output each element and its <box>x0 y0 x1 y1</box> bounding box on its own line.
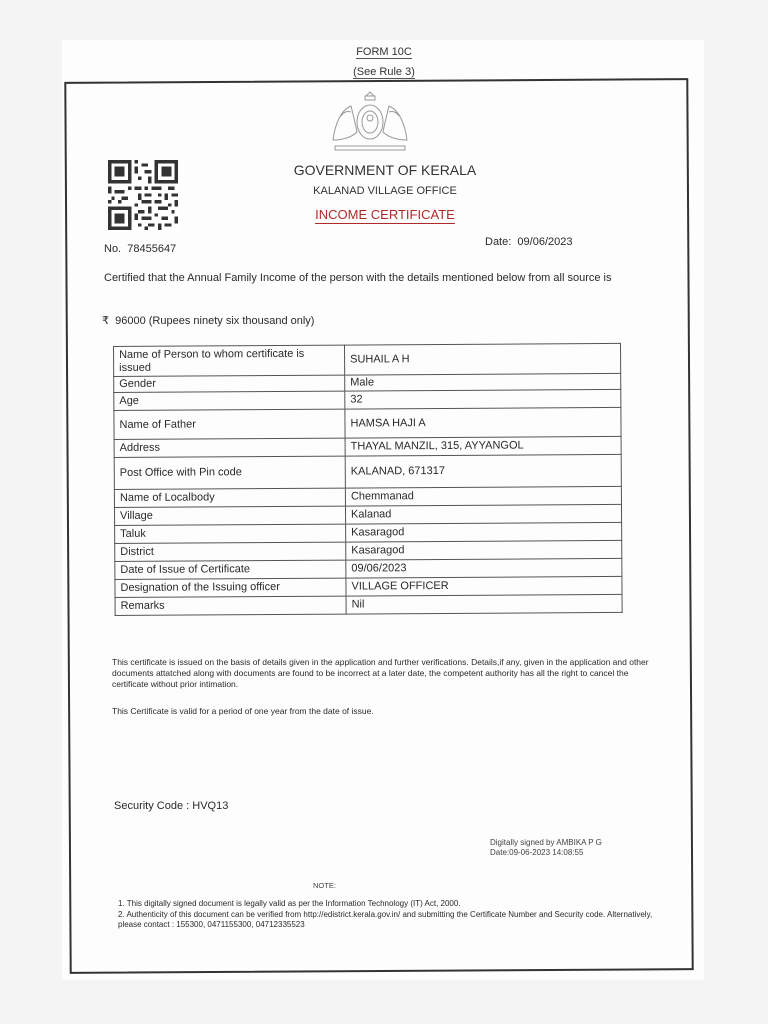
details-row <box>114 407 621 439</box>
details-value: VILLAGE OFFICER <box>346 576 622 596</box>
details-value: HAMSA HAJI A <box>345 407 621 438</box>
details-value: 32 <box>345 389 621 409</box>
security-code: Security Code : HVQ13 <box>114 800 229 812</box>
details-value: Male <box>345 373 621 391</box>
details-row <box>114 454 621 489</box>
certificate-number: No. 78455647 <box>104 243 177 255</box>
security-code-value: HVQ13 <box>192 800 229 812</box>
details-label: Remarks <box>115 596 346 615</box>
note-item: 1. This digitally signed document is legally valid as per the Information Technology (IT) Act, 2000. <box>118 899 461 908</box>
income-amount <box>102 314 314 327</box>
details-label: Age <box>114 391 345 410</box>
details-value: SUHAIL A H <box>344 343 620 375</box>
basis-paragraph: This certificate is issued on the basis of details given in the application and further verifications. Details,if any, given in the application and other documents attatched along with documents are found to be incorrect at a later date, the competent authority has all the right to cancel the certificate without prior intimation. <box>112 657 649 689</box>
digital-signature <box>490 838 602 858</box>
validity-statement: This Certificate is valid for a period of one year from the date of issue. <box>112 706 374 716</box>
details-label: Name of Father <box>114 409 345 439</box>
details-label: Post Office with Pin code <box>114 456 345 489</box>
certification-statement: Certified that the Annual Family Income of the person with the details mentioned below from all source is <box>104 272 612 284</box>
details-label: Gender <box>114 375 345 392</box>
details-value: THAYAL MANZIL, 315, AYYANGOL <box>345 436 621 456</box>
form-label: FORM 10C <box>356 46 412 58</box>
certificate-number-value: 78455647 <box>127 243 177 255</box>
details-value: Kalanad <box>345 504 621 524</box>
details-label: Date of Issue of Certificate <box>115 560 346 579</box>
details-label: Village <box>114 506 345 525</box>
kerala-emblem-icon <box>325 88 415 154</box>
details-label: District <box>115 542 346 561</box>
details-row <box>114 343 621 376</box>
qr-code-icon <box>108 160 178 230</box>
signed-date: Date:09-06-2023 14:08:55 <box>490 848 584 857</box>
details-table <box>113 343 623 616</box>
office-name: KALANAD VILLAGE OFFICE <box>313 185 457 197</box>
certificate-title: INCOME CERTIFICATE <box>315 207 455 222</box>
details-label: Taluk <box>115 524 346 543</box>
details-value: KALANAD, 671317 <box>345 454 621 488</box>
details-label: Designation of the Issuing officer <box>115 578 346 597</box>
details-value: Nil <box>346 594 622 614</box>
note-item: 2. Authenticity of this document can be verified from http://edistrict.kerala.gov.in/ and submitting the Certificate Number and Security code. Alternatively, please contact : 155300, 0471155300, 04712335523 <box>118 909 653 929</box>
issue-date: Date: 09/06/2023 <box>485 236 573 248</box>
details-value: 09/06/2023 <box>346 558 622 578</box>
details-row <box>115 594 622 615</box>
government-title: GOVERNMENT OF KERALA <box>293 162 477 178</box>
rule-label: (See Rule 3) <box>353 66 415 78</box>
note-list <box>118 899 658 931</box>
income-amount-text: 96000 (Rupees ninety six thousand only) <box>115 315 315 327</box>
details-value: Kasaragod <box>346 540 622 560</box>
details-value: Chemmanad <box>345 486 621 506</box>
details-label: Name of Localbody <box>114 488 345 507</box>
details-value: Kasaragod <box>346 522 622 542</box>
details-label: Address <box>114 438 345 457</box>
details-label: Name of Person to whom certificate is issued <box>114 345 345 376</box>
signed-by: Digitally signed by AMBIKA P G <box>490 838 602 847</box>
issue-date-value: 09/06/2023 <box>517 236 573 248</box>
rupee-icon: ₹ <box>102 315 109 327</box>
note-heading: NOTE: <box>313 881 336 890</box>
